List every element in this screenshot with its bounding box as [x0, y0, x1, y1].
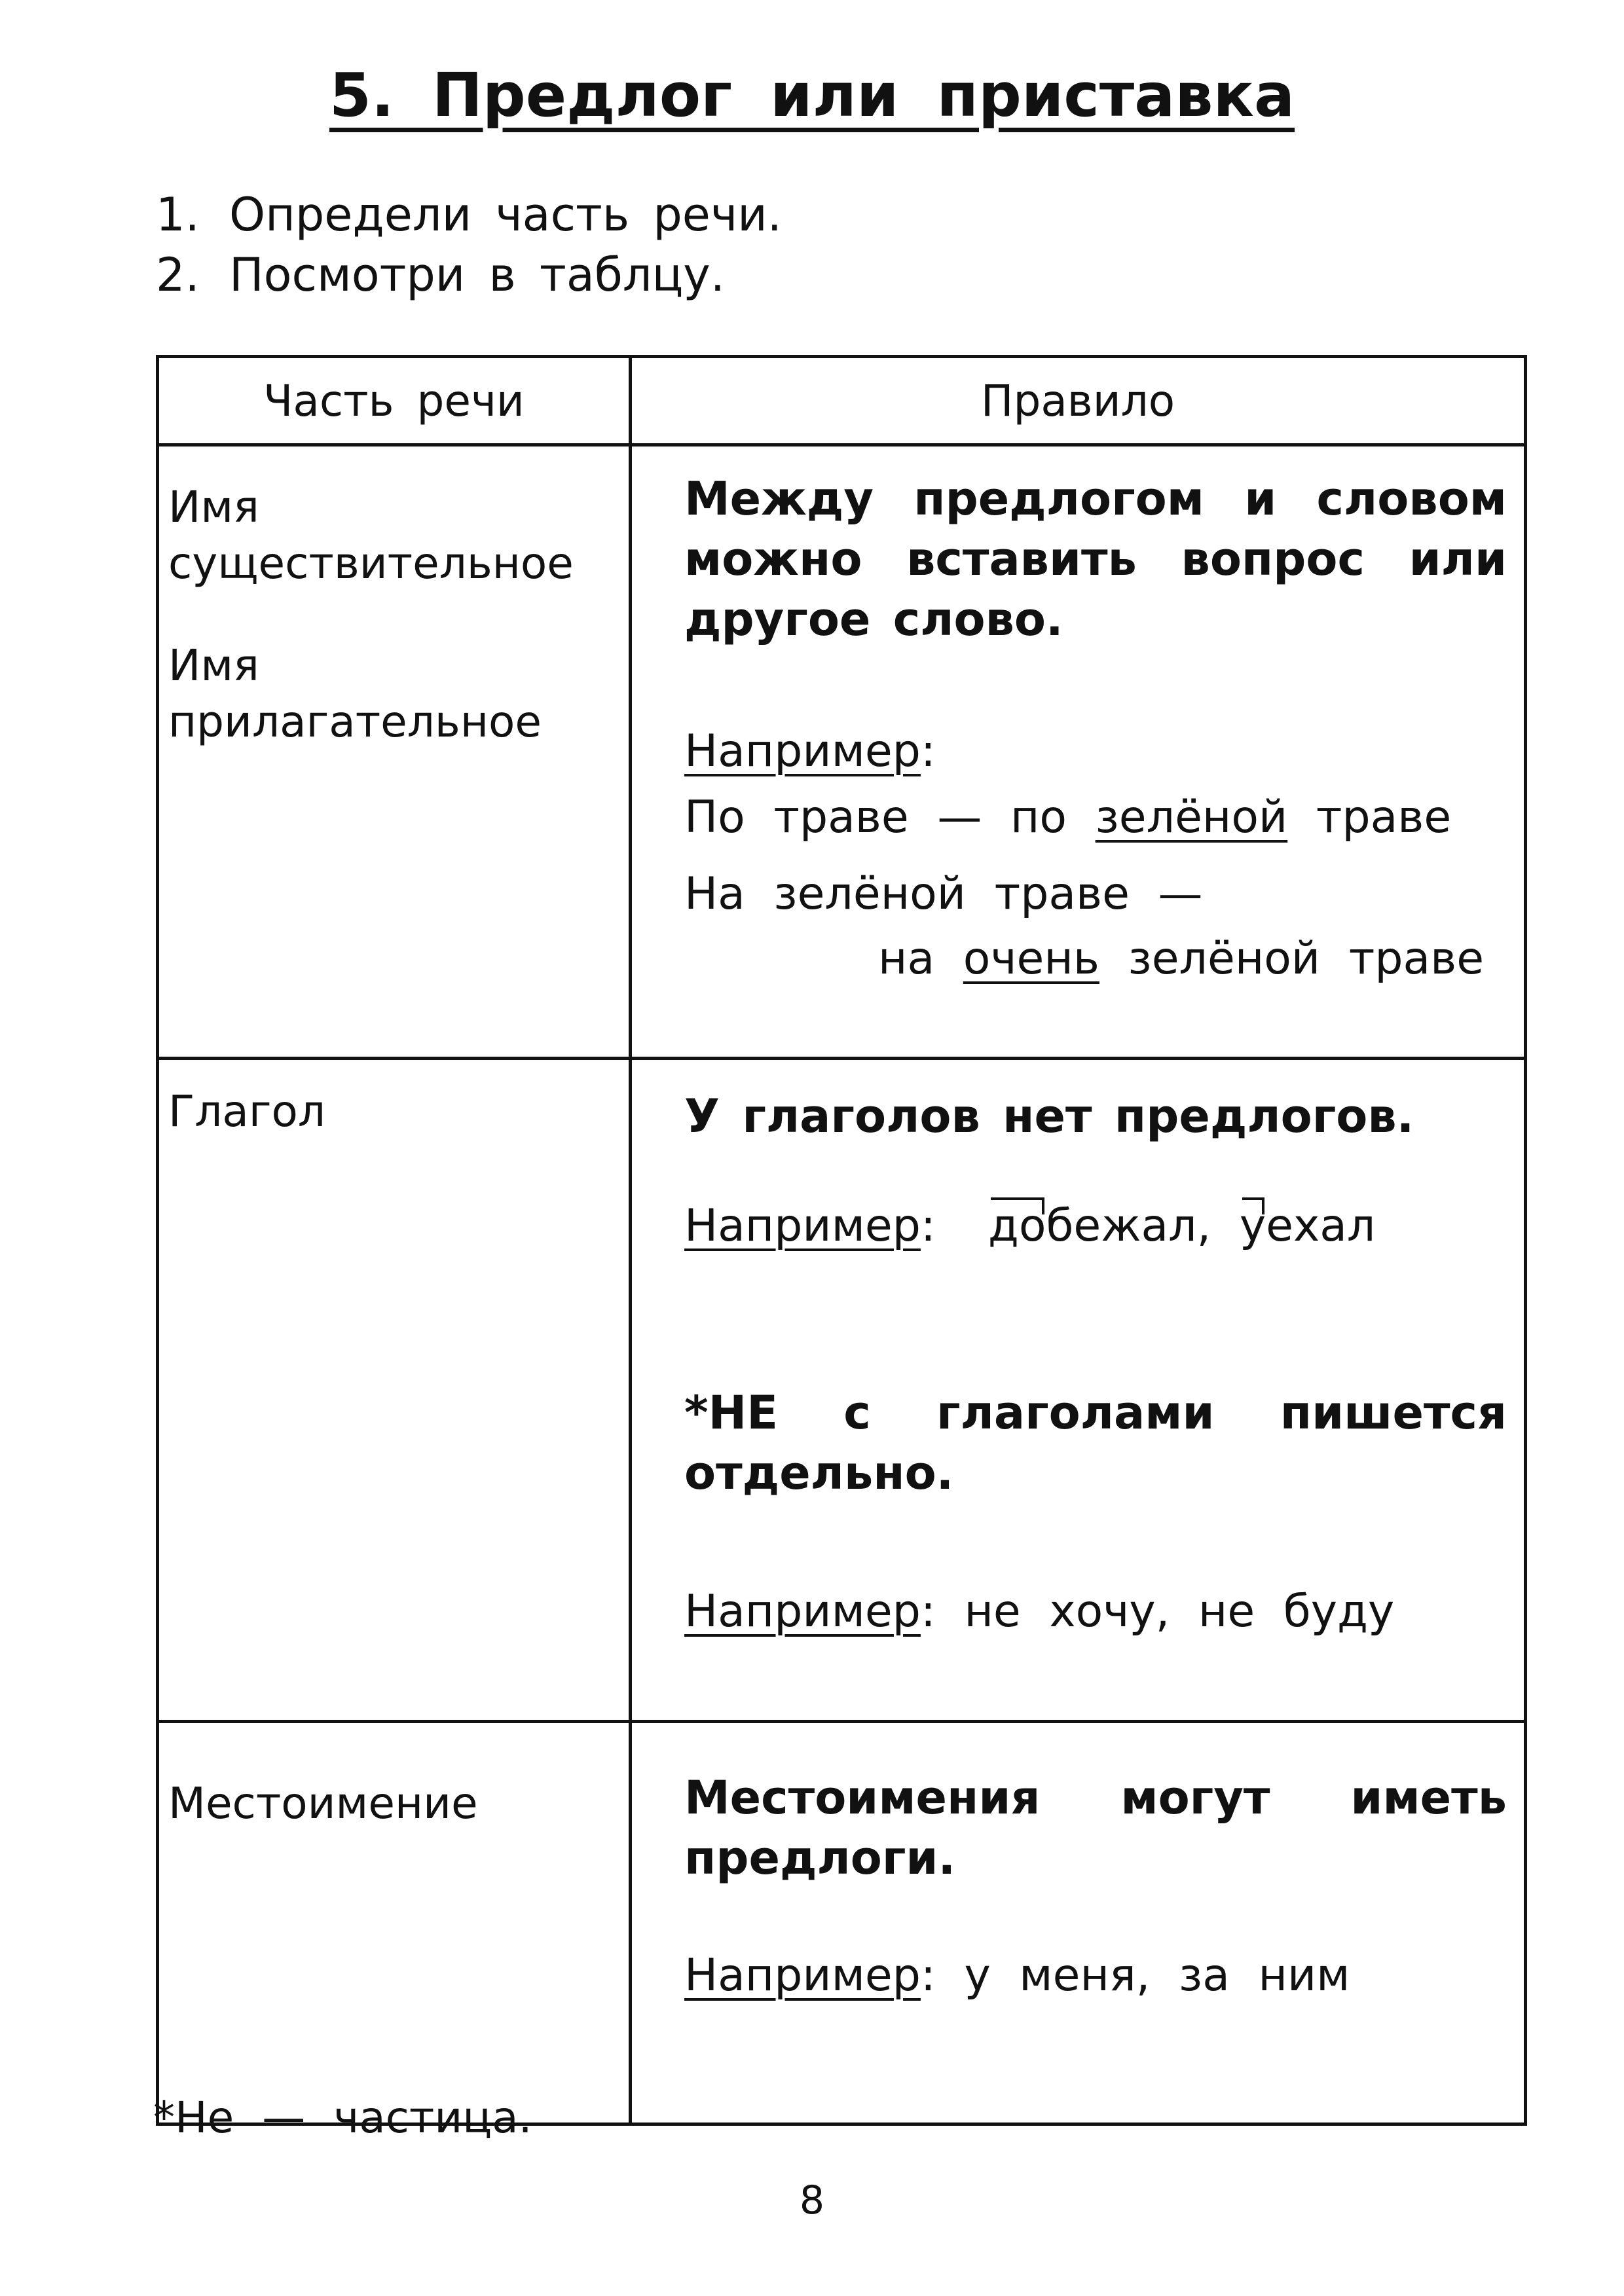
- example-text: зелёной траве: [1128, 933, 1485, 985]
- part-label: существительное: [168, 538, 574, 589]
- table-header-row: [158, 357, 1526, 445]
- table-row-noun-adjective: [158, 445, 1526, 1059]
- example-text: бежал,: [1046, 1200, 1211, 1252]
- rule-cell: [631, 445, 1526, 1059]
- rule-text: Местоимения могут иметь предлоги.: [684, 1771, 1507, 1885]
- part-label: Местоимение: [168, 1778, 478, 1829]
- instruction-step: [156, 185, 782, 245]
- example-text: у меня, за ним: [964, 1950, 1350, 2001]
- header-rule: Правило: [631, 357, 1526, 445]
- rule-cell: [631, 1722, 1526, 2124]
- example-label: Например: [684, 1200, 921, 1252]
- step-text: Посмотри в таблцу.: [229, 248, 725, 302]
- example-text: ехал: [1266, 1200, 1376, 1252]
- instruction-step: [156, 245, 782, 305]
- part-label: Имя: [168, 640, 259, 691]
- example-line: [684, 933, 1524, 985]
- part-of-speech-cell: [158, 445, 631, 1059]
- rules-table: [156, 355, 1527, 2126]
- page-title: 5. Предлог или приставка: [329, 60, 1295, 130]
- table-row-verb: [158, 1059, 1526, 1722]
- rule-cell: [631, 1059, 1526, 1722]
- step-number: 2.: [156, 248, 200, 302]
- step-text: Определи часть речи.: [229, 188, 782, 242]
- example-label: Например: [684, 1586, 921, 1637]
- example-label: Например: [684, 1950, 921, 2001]
- example-underlined-word: зелёной: [1095, 792, 1288, 843]
- prefix-mark: у: [1239, 1200, 1266, 1252]
- rule-text: У глаголов нет предлогов.: [684, 1089, 1414, 1143]
- prefix-mark: до: [987, 1200, 1046, 1252]
- example-line: На зелёной траве —: [684, 868, 1203, 920]
- example-text: По траве — по: [684, 792, 1067, 843]
- part-label: Глагол: [168, 1086, 326, 1137]
- example-text: на: [878, 933, 935, 985]
- example-text: траве: [1316, 792, 1452, 843]
- rule-text: Между предлогом и словом можно вставить вопрос или другое слово.: [684, 472, 1507, 646]
- example-heading: Например:: [684, 725, 936, 777]
- example-label: Например: [684, 725, 921, 777]
- part-label: Имя: [168, 482, 259, 532]
- example-text: не хочу, не буду: [964, 1586, 1395, 1637]
- page-number: 8: [799, 2178, 825, 2223]
- example-underlined-word: очень: [963, 933, 1099, 985]
- example-line: Например: не хочу, не буду: [684, 1586, 1395, 1637]
- example-line: Например: добежал, уехал: [684, 1200, 1376, 1252]
- footnote: *Не — частица.: [153, 2092, 532, 2143]
- example-line: Например: у меня, за ним: [684, 1950, 1350, 2001]
- instructions-list: [156, 185, 782, 305]
- header-part-of-speech: Часть речи: [158, 357, 631, 445]
- table-row-pronoun: [158, 1722, 1526, 2124]
- example-line: [684, 792, 1524, 843]
- step-number: 1.: [156, 188, 200, 242]
- note-text: *НЕ с глаголами пишется отдельно.: [684, 1386, 1507, 1500]
- part-of-speech-cell: [158, 1722, 631, 2124]
- part-of-speech-cell: [158, 1059, 631, 1722]
- part-label: прилагательное: [168, 697, 542, 747]
